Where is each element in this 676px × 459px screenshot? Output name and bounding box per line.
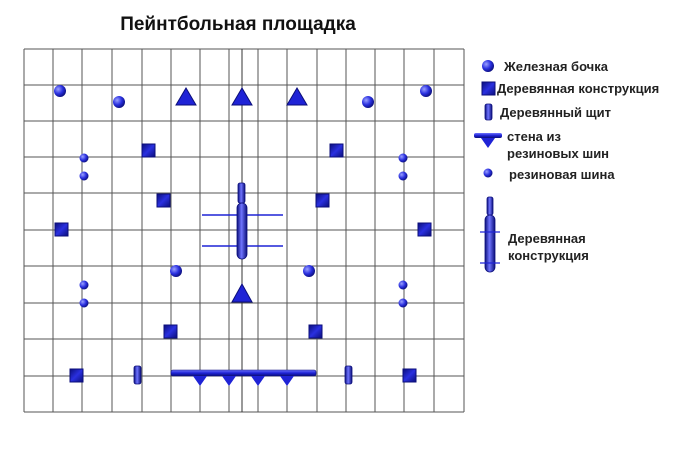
wooden-shield-icon [485,104,492,120]
legend-label-tire-wall: стена из резиновых шин [507,129,610,161]
barrel-icon [420,85,432,97]
wooden-box-icon [403,369,416,382]
tire-wall-bar [171,370,316,376]
tire-icon [399,281,408,290]
tire-icon [484,169,493,178]
cone-icon [232,88,252,105]
tire-icon [80,154,89,163]
tire-icon [399,172,408,181]
wooden-pole-icon [237,203,247,259]
cone-icon [176,88,196,105]
tire-wall-spike [280,376,294,386]
central-wooden-construction [202,183,283,259]
barrel-icon [303,265,315,277]
wooden-box-icon [157,194,170,207]
page-title: Пейнтбольная площадка [120,14,356,35]
wooden-box-icon [482,82,495,95]
tire-icon [80,281,89,290]
legend-label-barrel: Железная бочка [504,59,608,74]
tire-icon [399,154,408,163]
wooden-box-icon [418,223,431,236]
wooden-box-icon [309,325,322,338]
wooden-box-icon [55,223,68,236]
legend-label-tire: резиновая шина [509,167,615,182]
cone-icon [232,284,252,302]
wooden-box-icon [316,194,329,207]
wooden-box-icon [70,369,83,382]
tire-wall-icon [474,133,502,148]
wooden-shield-icon [345,366,352,384]
tire-icon [80,172,89,181]
wooden-shield-icon [134,366,141,384]
barrel-icon [170,265,182,277]
wooden-box-icon [330,144,343,157]
wooden-box-icon [142,144,155,157]
wooden-box-icon [164,325,177,338]
barrel-icon [482,60,494,72]
tire-wall-spike [251,376,265,386]
cone-icon [287,88,307,105]
barrel-icon [54,85,66,97]
legend-label-wooden-box: Деревянная конструкция [497,81,660,96]
legend-label-wooden-pole: Деревянная конструкция [508,231,589,263]
tire-wall-spike [222,376,236,386]
wooden-pole-icon [480,197,500,272]
tire-icon [399,299,408,308]
barrel-icon [362,96,374,108]
tire-wall-spike [193,376,207,386]
barrel-icon [113,96,125,108]
legend-label-wooden-shield: Деревянный щит [500,105,611,120]
tire-icon [80,299,89,308]
wooden-shield-icon [238,183,245,203]
